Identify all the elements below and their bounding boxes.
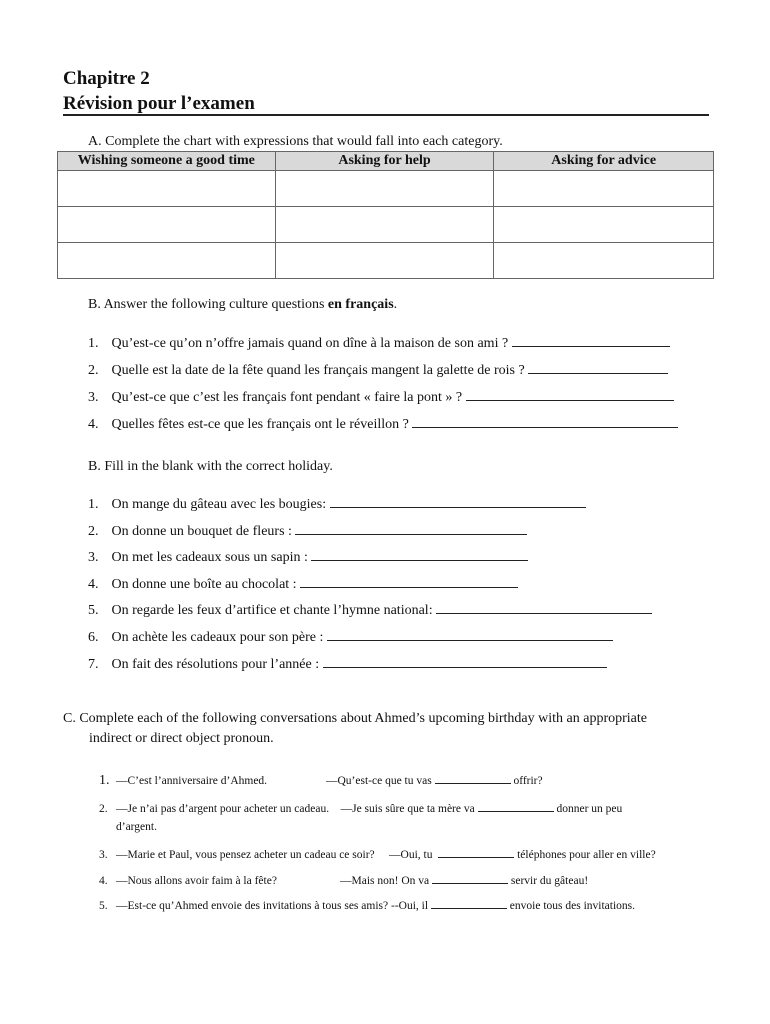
conversation-response-end: envoie tous des invitations. (509, 900, 636, 912)
chart-cell[interactable] (275, 171, 494, 207)
holiday-item (88, 655, 607, 673)
item-number: 3. (88, 550, 99, 565)
question-text: Qu’est-ce que c’est les français font pendant « faire la pont » ? (111, 390, 463, 405)
conversation-item (99, 801, 622, 815)
lead-text: B. Answer the following culture questions (88, 297, 328, 312)
answer-blank[interactable] (295, 522, 527, 535)
chart-row (58, 243, 714, 279)
conversation-response: —Je suis sûre que ta mère va (340, 803, 475, 815)
chart-row (58, 171, 714, 207)
section-b-culture-lead (88, 297, 397, 313)
section-c-line1: C. Complete each of the following conversations about Ahmed’s upcoming birthday with an appropriate (63, 711, 647, 726)
question-text: Quelle est la date de la fête quand les français mangent la galette de rois ? (111, 363, 525, 378)
chart-cell[interactable] (494, 207, 714, 243)
holiday-item (88, 522, 527, 540)
question-item (88, 415, 678, 433)
conversation-response-end: téléphones pour aller en ville? (517, 849, 656, 861)
chart-cell[interactable] (275, 207, 494, 243)
item-number: 6. (88, 630, 99, 645)
question-text: Qu’est-ce qu’on n’offre jamais quand on dîne à la maison de son ami ? (111, 336, 509, 351)
answer-blank[interactable] (330, 495, 586, 508)
item-text: On donne un bouquet de fleurs : (111, 524, 292, 539)
chart-header-row (58, 152, 714, 171)
item-text: On met les cadeaux sous un sapin : (111, 550, 308, 565)
conversation-prompt: —Est-ce qu’Ahmed envoie des invitations à tous ses amis? --Oui, il (116, 900, 429, 912)
holiday-item (88, 495, 586, 513)
pronoun-blank[interactable] (431, 898, 507, 909)
pronoun-blank[interactable] (438, 847, 514, 858)
conversation-prompt: —Marie et Paul, vous pensez acheter un cadeau ce soir? (116, 849, 375, 861)
chart-cell[interactable] (275, 243, 494, 279)
answer-blank[interactable] (528, 361, 668, 374)
answer-blank[interactable] (512, 334, 670, 347)
answer-blank[interactable] (311, 548, 528, 561)
column-header-advice: Asking for advice (494, 152, 714, 171)
expressions-chart (57, 151, 714, 279)
pronoun-blank[interactable] (478, 801, 554, 812)
conversation-response-end: servir du gâteau! (510, 875, 589, 887)
answer-blank[interactable] (327, 628, 613, 641)
item-number: 1. (88, 497, 99, 512)
lead-bold-text: en français (327, 297, 394, 312)
section-b-holiday-lead: B. Fill in the blank with the correct holiday. (88, 459, 333, 474)
lead-suffix: . (393, 297, 398, 312)
pronoun-blank[interactable] (435, 773, 511, 784)
item-number: 5. (88, 603, 99, 618)
chart-cell[interactable] (58, 243, 276, 279)
conversation-number: 2. (99, 803, 108, 815)
chart-cell[interactable] (58, 171, 276, 207)
page-title (63, 66, 709, 116)
question-item (88, 334, 670, 352)
conversation-item (99, 773, 543, 789)
column-header-help: Asking for help (275, 152, 494, 171)
conversation-prompt: —Nous allons avoir faim à la fête? (116, 875, 277, 887)
column-header-good-time: Wishing someone a good time (58, 152, 276, 171)
conversation-prompt: —C’est l’anniversaire d’Ahmed. (116, 775, 268, 787)
conversation-response-end: donner un peu (556, 803, 623, 815)
item-number: 2. (88, 524, 99, 539)
conversation-response-end: offrir? (513, 775, 543, 787)
chapter-title: Chapitre 2 (63, 68, 150, 89)
conversation-item (99, 898, 635, 912)
chapter-subtitle: Révision pour l’examen (63, 93, 255, 114)
holiday-item (88, 601, 652, 619)
pronoun-blank[interactable] (432, 873, 508, 884)
answer-blank[interactable] (300, 575, 518, 588)
conversation-item (99, 847, 656, 861)
conversation-response: —Qu’est-ce que tu vas (326, 775, 432, 787)
answer-blank[interactable] (466, 388, 674, 401)
item-number: 7. (88, 657, 99, 672)
question-number: 3. (88, 390, 99, 405)
chart-cell[interactable] (58, 207, 276, 243)
section-a-instruction: A. Complete the chart with expressions that would fall into each category. (88, 134, 503, 149)
conversation-number: 3. (99, 849, 108, 861)
holiday-item (88, 575, 518, 593)
item-text: On fait des résolutions pour l’année : (111, 657, 320, 672)
conversation-wrap-text: d’argent. (116, 821, 157, 833)
conversation-prompt: —Je n’ai pas d’argent pour acheter un cadeau. (116, 803, 330, 815)
question-number: 4. (88, 417, 99, 432)
conversation-number: 4. (99, 875, 108, 887)
question-number: 2. (88, 363, 99, 378)
item-text: On donne une boîte au chocolat : (111, 577, 297, 592)
chart-row (58, 207, 714, 243)
section-c-instruction (63, 709, 723, 749)
item-text: On achète les cadeaux pour son père : (111, 630, 324, 645)
answer-blank[interactable] (323, 655, 607, 668)
conversation-number: 1. (99, 773, 110, 788)
title-underline (63, 114, 709, 116)
question-item (88, 361, 668, 379)
holiday-item (88, 548, 528, 566)
question-item (88, 388, 674, 406)
conversation-number: 5. (99, 900, 108, 912)
holiday-item (88, 628, 613, 646)
answer-blank[interactable] (412, 415, 678, 428)
item-text: On regarde les feux d’artifice et chante l’hymne national: (111, 603, 433, 618)
answer-blank[interactable] (436, 601, 652, 614)
conversation-response: —Oui, tu (389, 849, 433, 861)
chart-cell[interactable] (494, 243, 714, 279)
chart-cell[interactable] (494, 171, 714, 207)
conversation-item (99, 873, 588, 887)
conversation-response: —Mais non! On va (340, 875, 430, 887)
question-number: 1. (88, 336, 99, 351)
item-number: 4. (88, 577, 99, 592)
question-text: Quelles fêtes est-ce que les français ont le réveillon ? (111, 417, 409, 432)
section-c-line2: indirect or direct object pronoun. (89, 731, 274, 746)
item-text: On mange du gâteau avec les bougies: (111, 497, 327, 512)
